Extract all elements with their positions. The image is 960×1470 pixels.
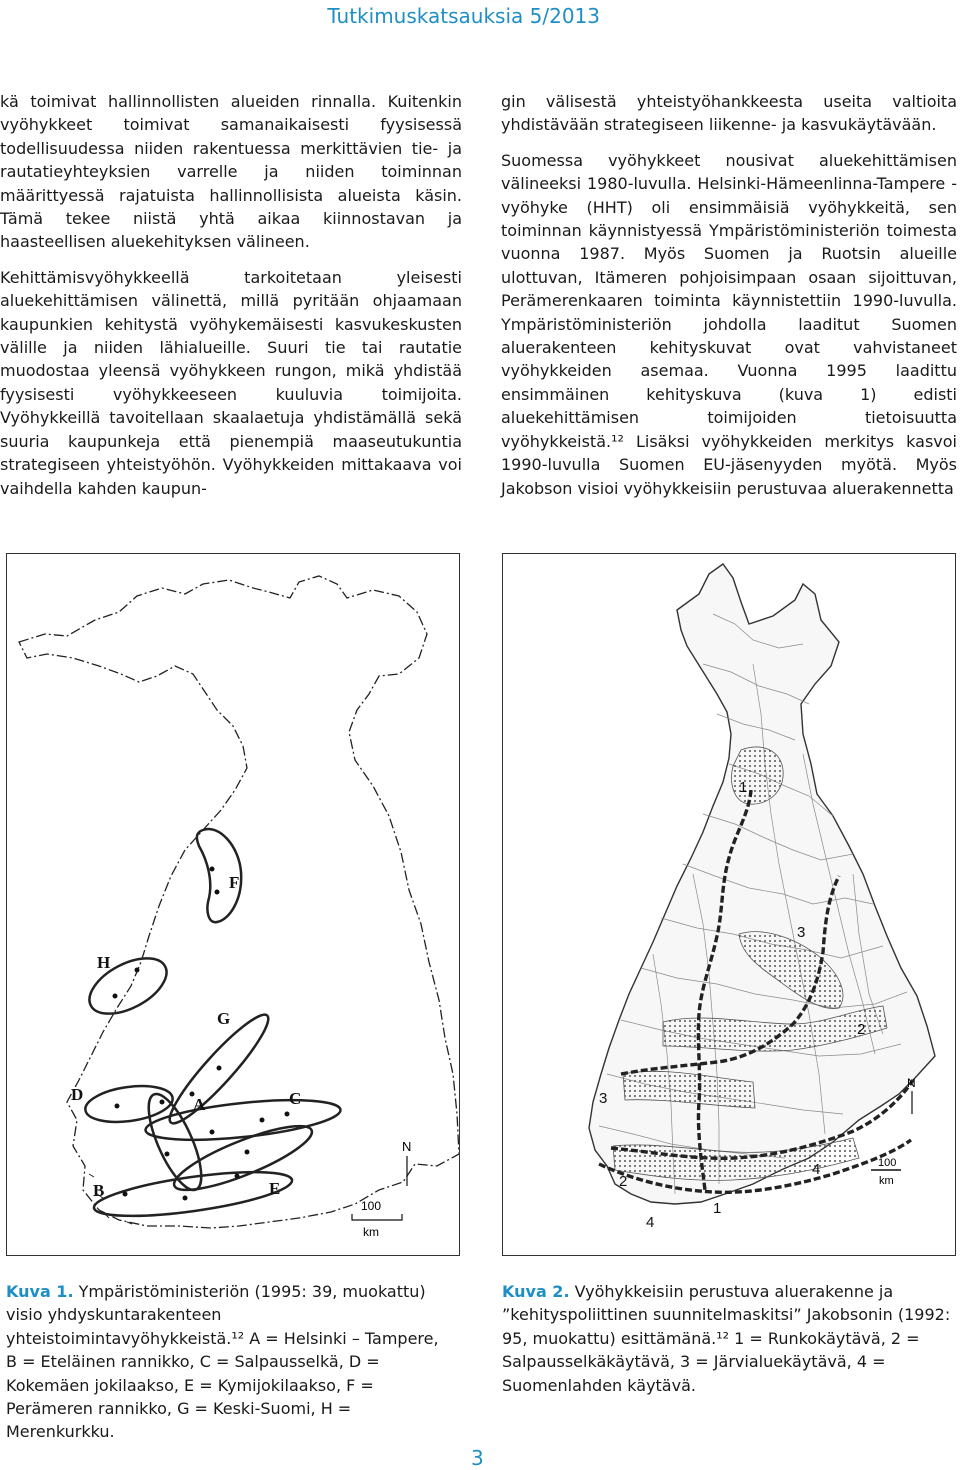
figure-1-map xyxy=(7,554,459,1255)
finland-outline xyxy=(19,576,459,1228)
paragraph: Suomessa vyöhykkeet nousivat aluekehittämisen välineeksi 1980-luvulla. Helsinki-Hämeenlinna-Tampere -vyöhyke (HHT) oli ensimmäisiä vyöhykkeitä, sen toiminnan käynnistyessä Ympäristöministeriön toimesta vuonna 1987. Myös Suomen ja Ruotsin alueille ulottuvan, Itämeren pohjoisimpaan osaan sijoittuvan, Perämerenkaaren toiminta käynnistettiin 1990-luvulla. Ympäristöministeriön johdolla laaditut Suomen aluerakenteen kehityskuvat ovat vahvistaneet vyöhykkeiden asemaa. Vuonna 1995 laadittu ensimmäinen kehityskuva (kuva 1) edisti aluekehittämisen toimijoiden tietoisuutta vyöhykkeistä.¹² Lisäksi vyöhykkeiden merkitys kasvoi 1990-luvulla Suomen EU-jäsenyyden myötä. Myös Jakobson visioi vyöhykkeisiin perustuvaa aluerakennetta xyxy=(501,150,957,498)
corridor-label-1: 1 xyxy=(739,779,748,796)
zone-label-g: G xyxy=(217,1009,231,1028)
figure-2-map xyxy=(503,554,955,1255)
page-number: 3 xyxy=(471,1446,484,1470)
scale-value: 100 xyxy=(878,1157,897,1169)
zone-label-c: C xyxy=(289,1089,302,1108)
corridor-label-1: 1 xyxy=(713,1200,722,1217)
zone-label-a: A xyxy=(193,1095,206,1114)
zone-h-outline xyxy=(81,947,176,1025)
figure-1-frame xyxy=(6,553,460,1256)
zone-label-d: D xyxy=(71,1085,84,1104)
left-column xyxy=(0,90,462,500)
caption-label: Kuva 2. xyxy=(502,1282,570,1301)
zone-b-outline xyxy=(92,1163,295,1225)
right-column xyxy=(501,90,957,500)
scale-bar xyxy=(352,1214,402,1220)
figure-1-caption xyxy=(6,1280,452,1444)
paragraph: gin välisestä yhteistyöhankkeesta useita valtioita yhdistävään strategiseen liikenne- ja kasvukäytävään. xyxy=(501,92,957,135)
zone-label-b: B xyxy=(93,1181,105,1200)
caption-label: Kuva 1. xyxy=(6,1282,74,1301)
corridor-label-2: 2 xyxy=(619,1173,628,1190)
finland-outline xyxy=(589,564,935,1204)
zone-label-e: E xyxy=(269,1179,281,1198)
corridor-label-2: 2 xyxy=(857,1021,866,1038)
scale-value: 100 xyxy=(361,1199,382,1213)
zone-label-h: H xyxy=(97,953,111,972)
zone-label-f: F xyxy=(229,873,240,892)
caption-text: Ympäristöministeriön (1995: 39, muokattu) visio yhdyskuntarakenteen yhteistoimintavyöhykkeistä.¹² A = Helsinki – Tampere, B = Eteläinen rannikko, C = Salpausselkä, D = Kokemäen jokilaakso, E = Kymijokilaakso, F = Perämeren rannikko, G = Keski-Suomi, H = Merenkurkku. xyxy=(6,1282,439,1442)
paragraph: kä toimivat hallinnollisten alueiden rinnalla. Kuitenkin vyöhykkeet toimivat samanaikaisesti fyysisessä todellisuudessa niiden rakentuessa merkittävien tie- ja rautatieyhteyksien varrelle ja niiden toiminnan määrittyessä rajatuista hallinnollisista alueista käsin. Tämä tekee niistä yhtä aikaa kiinnostavan ja haasteellisen aluekehityksen välineen. xyxy=(0,92,462,252)
figure-2-frame xyxy=(502,553,956,1256)
north-label: N xyxy=(402,1139,412,1154)
corridor-label-4: 4 xyxy=(812,1161,821,1178)
north-label: N xyxy=(907,1076,916,1090)
corridor-label-4: 4 xyxy=(646,1214,655,1231)
paragraph: Kehittämisvyöhykkeellä tarkoitetaan yleisesti aluekehittämisen välinettä, millä pyritään ohjaamaan kaupunkien kehitystä vyöhykemäisesti kasvukeskusten välille ja niiden lähialueille. Suuri tie tai rautatie muodostaa yleensä vyöhykkeen rungon, mikä yhdistää fyysisesti vyöhykkeeseen kuuluvia toimijoita. Vyöhykkeillä tavoitellaan skaalaetuja yhdistämällä sekä suuria kaupunkeja että pienempiä maaseutukuntia strategiseen yhteistyöhön. Vyöhykkeiden mittakaava voi vaihdella kahden kaupun- xyxy=(0,267,462,498)
corridor-label-3: 3 xyxy=(797,924,806,941)
figure-2-caption xyxy=(502,1280,956,1397)
caption-text: Vyöhykkeisiin perustuva aluerakenne ja ”kehityspoliittinen suunnitelmaskitsi” Jakobsonin (1992: 95, muokattu) esittämänä.¹² 1 = Runkokäytävä, 2 = Salpausselkäkäytävä, 3 = Järvialuekäytävä, 4 = Suomenlahden käytävä. xyxy=(502,1282,951,1395)
scale-unit: km xyxy=(879,1175,894,1187)
scale-unit: km xyxy=(363,1225,379,1239)
corridor-label-3: 3 xyxy=(599,1090,608,1107)
journal-header: Tutkimuskatsauksia 5/2013 xyxy=(327,4,600,28)
